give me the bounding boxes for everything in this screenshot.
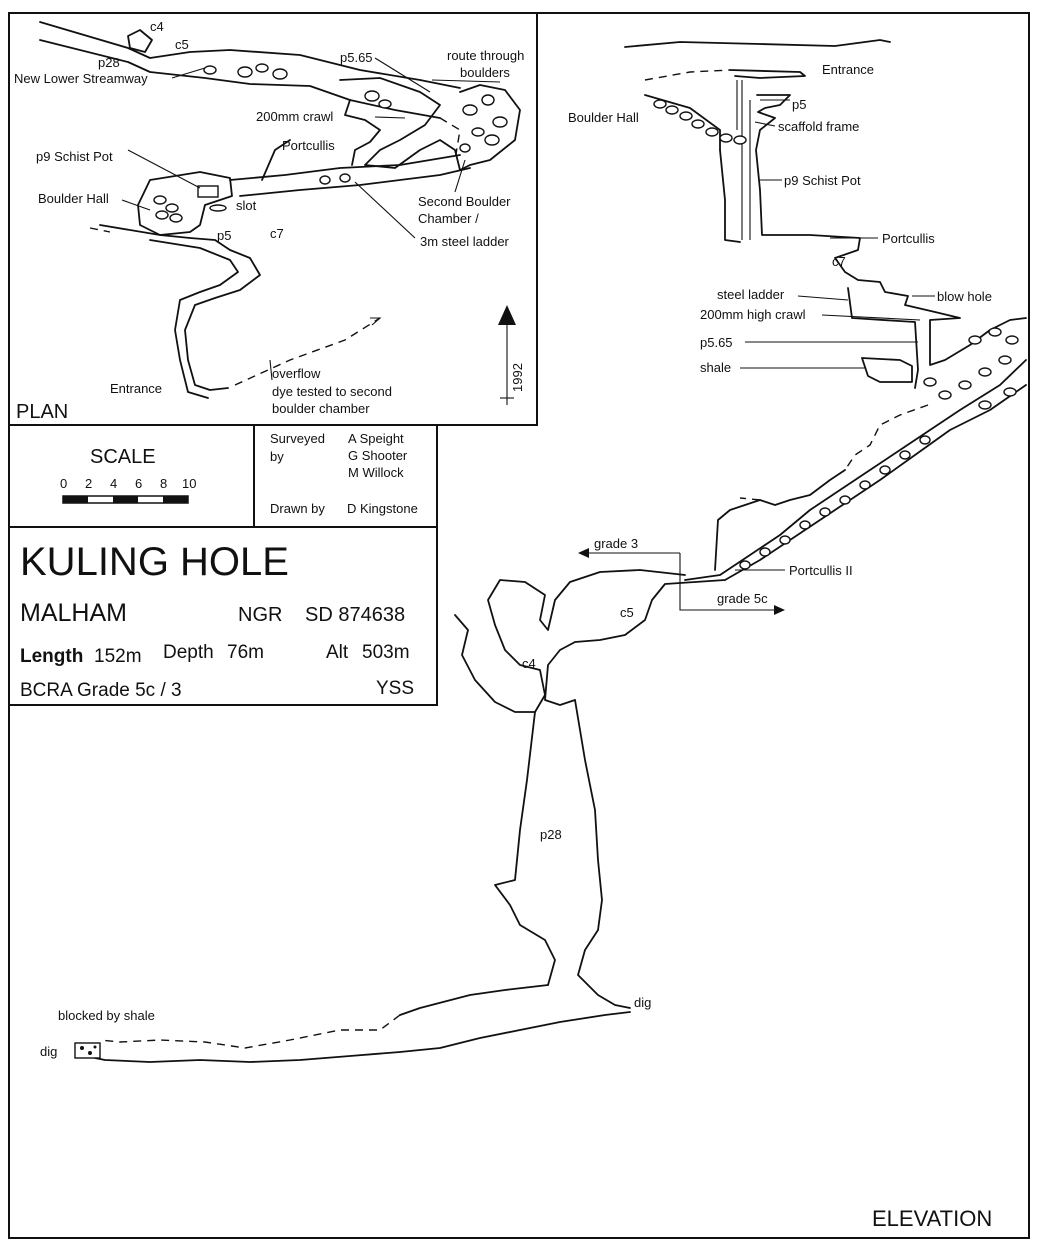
- plan-label-slot: slot: [236, 198, 257, 213]
- scale-box: [9, 425, 254, 527]
- elev-label-p5: p5: [792, 97, 807, 112]
- credits-surveyor-1: A Speight: [348, 431, 404, 446]
- plan-title: PLAN: [16, 401, 69, 423]
- plan-label-dye-tested: dye tested to second: [272, 384, 392, 399]
- plan-label-3m-steel-ladder: 3m steel ladder: [420, 234, 509, 249]
- plan-label-p565: p5.65: [340, 50, 373, 65]
- credits-by-label: by: [270, 449, 284, 464]
- plan-label-boulder-hall: Boulder Hall: [38, 191, 109, 206]
- plan-label-c5: c5: [175, 37, 189, 52]
- plan-label-p5: p5: [217, 228, 232, 243]
- plan-label-boulder-chamber: boulder chamber: [272, 401, 370, 416]
- elev-label-grade-5c: grade 5c: [717, 591, 768, 606]
- elev-label-portcullis: Portcullis: [882, 231, 935, 246]
- elev-label-blocked-by-shale: blocked by shale: [58, 1008, 155, 1023]
- elev-label-200mm-high-crawl: 200mm high crawl: [700, 307, 806, 322]
- depth-label: Depth: [163, 642, 214, 663]
- elev-label-steel-ladder: steel ladder: [717, 287, 785, 302]
- plan-label-c7: c7: [270, 226, 284, 241]
- plan-label-p28: p28: [98, 55, 120, 70]
- credits-surveyed-label: Surveyed: [270, 431, 325, 446]
- credits-drawn-label: Drawn by: [270, 501, 325, 516]
- elev-label-entrance: Entrance: [822, 62, 875, 77]
- ngr-value: SD 874638: [305, 604, 406, 626]
- elev-label-c4: c4: [522, 656, 536, 671]
- alt-value: 503m: [362, 642, 410, 663]
- credits-surveyor-2: G Shooter: [348, 448, 408, 463]
- plan-label-p9-schist-pot: p9 Schist Pot: [36, 149, 113, 164]
- depth-value: 76m: [227, 642, 264, 663]
- scale-title: SCALE: [90, 446, 156, 468]
- elev-label-scaffold-frame: scaffold frame: [778, 119, 860, 134]
- scale-tick-10: 10: [182, 476, 197, 491]
- scale-bar: [63, 496, 188, 503]
- club-name: YSS: [376, 678, 415, 699]
- credits-surveyor-3: M Willock: [348, 465, 404, 480]
- length-label: Length: [20, 646, 84, 667]
- elev-label-p28: p28: [540, 827, 562, 842]
- elev-label-portcullis-ii: Portcullis II: [789, 563, 853, 578]
- plan-label-chamber: Chamber /: [418, 211, 479, 226]
- elev-label-dig-left: dig: [40, 1044, 58, 1059]
- plan-label-overflow: overflow: [272, 366, 321, 381]
- bcra-grade: BCRA Grade 5c / 3: [20, 680, 182, 701]
- plan-label-entrance: Entrance: [110, 381, 163, 396]
- elev-label-grade-3: grade 3: [594, 536, 639, 551]
- elev-label-c5: c5: [620, 605, 634, 620]
- plan-label-route-through: route through: [447, 48, 525, 63]
- plan-label-second-boulder: Second Boulder: [418, 194, 511, 209]
- elev-label-p9-schist-pot: p9 Schist Pot: [784, 173, 861, 188]
- north-arrow-year: 1992: [510, 363, 525, 392]
- scale-tick-0: 0: [60, 476, 68, 491]
- scale-tick-6: 6: [135, 476, 143, 491]
- plan-label-new-lower-streamway: New Lower Streamway: [14, 71, 148, 86]
- credits-drawn-by: D Kingstone: [347, 501, 418, 516]
- cave-area: MALHAM: [20, 599, 127, 627]
- cave-name: KULING HOLE: [20, 540, 289, 584]
- plan-label-200mm-crawl: 200mm crawl: [256, 109, 334, 124]
- scale-tick-8: 8: [160, 476, 168, 491]
- plan-label-c4: c4: [150, 19, 164, 34]
- ngr-label: NGR: [238, 604, 283, 626]
- plan-label-portcullis: Portcullis: [282, 138, 335, 153]
- scale-tick-4: 4: [110, 476, 118, 491]
- elev-label-boulder-hall: Boulder Hall: [568, 110, 639, 125]
- elev-label-dig-right: dig: [634, 995, 652, 1010]
- plan-label-boulders: boulders: [460, 65, 510, 80]
- elevation-title: ELEVATION: [872, 1206, 993, 1231]
- length-value: 152m: [94, 646, 142, 667]
- alt-label: Alt: [326, 642, 349, 663]
- scale-tick-2: 2: [85, 476, 93, 491]
- elev-label-blow-hole: blow hole: [937, 289, 992, 304]
- elev-label-p565: p5.65: [700, 335, 733, 350]
- elev-label-shale: shale: [700, 360, 732, 375]
- elev-label-c7: c7: [832, 254, 846, 269]
